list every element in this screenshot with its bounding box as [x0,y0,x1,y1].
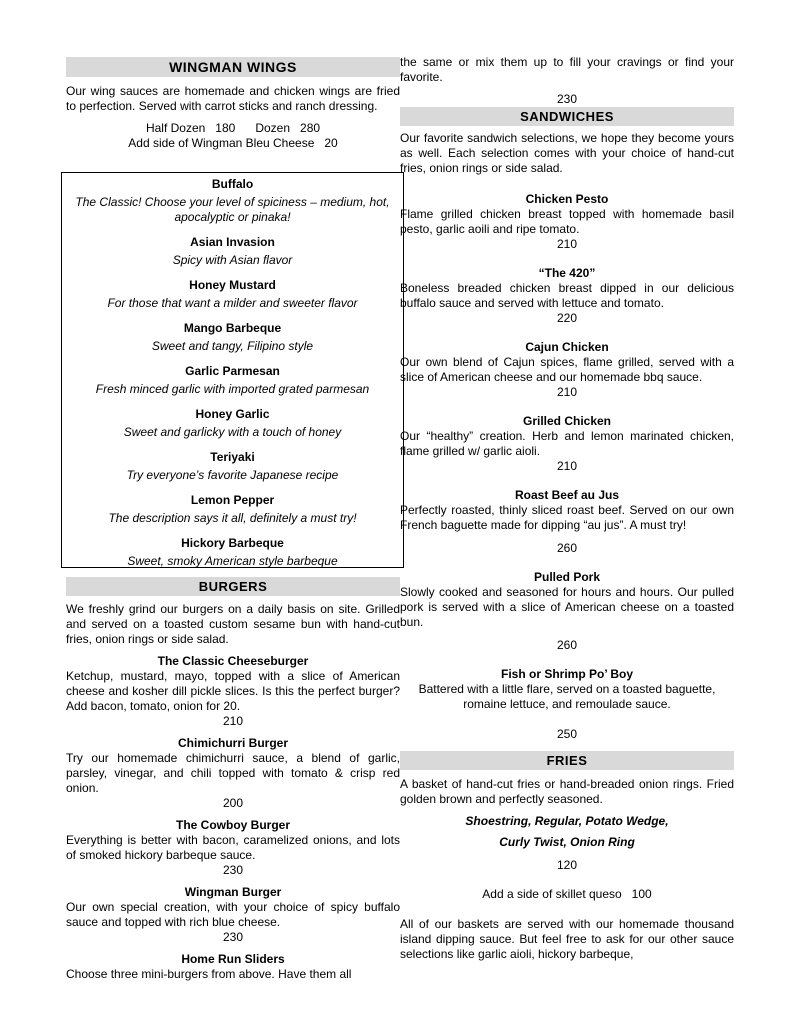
sauce-name: Lemon Pepper [190,493,275,507]
burgers-section [66,577,400,982]
menu-item-name: Wingman Burger [184,885,282,899]
sliders-name: Home Run Sliders [181,952,285,966]
wings-addon: Add side of Wingman Bleu Cheese 20 [128,136,338,150]
menu-item-desc: Boneless breaded chicken breast dipped in our delicious buffalo sauce and served with lettuce and tomato. [400,281,734,310]
sauce-desc: Sweet and tangy, Filipino style [151,339,314,353]
sauce-desc: Fresh minced garlic with imported grated parmesan [95,382,370,396]
sauce-desc: Spicy with Asian flavor [172,253,293,267]
menu-item-name: Pulled Pork [533,570,601,584]
sauce-name: Asian Invasion [190,235,275,249]
menu-item-desc: Slowly cooked and seasoned for hours and hours. Our pulled pork is served with a slice of American cheese on a toasted bun. [400,585,734,629]
menu-item-desc: Our “healthy” creation. Herb and lemon marinated chicken, flame grilled w/ garlic aioli. [400,429,734,458]
sliders-desc-cont: the same or mix them up to fill your cravings or find your favorite. [400,55,734,84]
sauce-item [62,321,403,354]
sauce-name: Buffalo [211,177,254,191]
fries-price: 120 [556,858,578,872]
sauce-name: Mango Barbeque [183,321,282,335]
fries-intro: A basket of hand-cut fries or hand-breaded onion rings. Fried golden brown and perfectly seasoned. [400,777,734,806]
fries-addon: Add a side of skillet queso 100 [482,887,652,901]
menu-item-price: 230 [222,863,244,877]
menu-item-price: 250 [556,727,578,741]
sliders-desc-start: Choose three mini-burgers from above. Have them all [66,967,352,981]
menu-item-price: 210 [556,385,578,399]
menu-item-desc: Perfectly roasted, thinly sliced roast beef. Served on our own French baguette made for dipping “au jus”. A must try! [400,503,734,532]
menu-item [400,488,734,556]
menu-item-desc: Everything is better with bacon, caramelized onions, and lots of smoked hickory barbeque sauce. [66,833,400,862]
fries-types-line1: Shoestring, Regular, Potato Wedge, [465,814,669,828]
sauce-item [62,364,403,397]
menu-item-name: Cajun Chicken [525,340,609,354]
menu-item [66,654,400,729]
menu-item-price: 220 [556,311,578,325]
sauce-name: Hickory Barbeque [181,536,284,550]
sauce-item [62,278,403,311]
burgers-intro: We freshly grind our burgers on a daily basis on site. Grilled and served on a toasted custom sesame bun with hand-cut fries, onion rings or side salad. [66,602,400,646]
menu-item [400,667,734,742]
sandwiches-header: SANDWICHES [400,107,734,126]
menu-item [66,736,400,811]
menu-item-name: Roast Beef au Jus [514,488,620,502]
menu-item-name: “The 420” [538,266,596,280]
wings-pricing: Half Dozen 180 Dozen 280 [145,121,321,135]
menu-item-desc: Ketchup, mustard, mayo, topped with a slice of American cheese and kosher dill pickle slices. Is this the perfect burger? Add bacon, tomato, onion for 20. [66,669,400,713]
menu-item-name: Chicken Pesto [525,192,609,206]
menu-item [400,340,734,400]
wingman-wings-header: WINGMAN WINGS [66,57,400,77]
sauce-item [62,493,403,526]
menu-item-name: Grilled Chicken [522,414,612,428]
menu-item-desc: Try our homemade chimichurri sauce, a blend of garlic, parsley, vinegar, and chili topped with tomato & crisp red onion. [66,751,400,795]
sauce-item [62,536,403,569]
left-column [66,52,400,151]
sauce-name: Garlic Parmesan [185,364,280,378]
sauce-item [62,407,403,440]
sauce-desc: Try everyone’s favorite Japanese recipe [126,468,339,482]
menu-item-price: 210 [556,459,578,473]
menu-item [400,266,734,326]
sauce-desc: Sweet, smoky American style barbeque [127,554,338,568]
sauce-name: Teriyaki [210,450,255,464]
sauce-name: Honey Mustard [189,278,276,292]
sauce-desc: The Classic! Choose your level of spiciness – medium, hot, apocalyptic or pinaka! [75,195,390,224]
menu-item-desc: Battered with a little flare, served on a toasted baguette, romaine lettuce, and remoulade sauce. [418,682,716,711]
sauce-desc: The description says it all, definitely a must try! [108,511,357,525]
fries-header: FRIES [400,751,734,770]
menu-item-name: The Classic Cheeseburger [157,654,309,668]
menu-item [66,885,400,945]
menu-item-price: 210 [222,714,244,728]
menu-item [400,192,734,252]
sauce-item [62,450,403,483]
sandwiches-intro: Our favorite sandwich selections, we hope they become yours as well. Each selection comes with your choice of hand-cut fries, onion rings or side salad. [400,131,734,175]
wings-intro: Our wing sauces are homemade and chicken wings are fried to perfection. Served with carrot sticks and ranch dressing. [66,84,400,113]
sauce-list-box [61,172,404,568]
menu-item-desc: Our own blend of Cajun spices, flame grilled, served with a slice of American cheese and our homemade bbq sauce. [400,355,734,384]
menu-item-price: 260 [556,638,578,652]
sauce-desc: For those that want a milder and sweeter flavor [107,296,358,310]
menu-item [400,414,734,474]
fries-types-line2: Curly Twist, Onion Ring [499,835,635,849]
menu-item-name: Fish or Shrimp Po’ Boy [500,667,634,681]
burgers-header: BURGERS [66,577,400,596]
sauce-item [62,177,403,225]
menu-item-price: 210 [556,237,578,251]
menu-item-price: 260 [556,541,578,555]
menu-item [66,818,400,878]
menu-item-price: 230 [222,930,244,944]
sauce-item [62,235,403,268]
sauce-desc: Sweet and garlicky with a touch of honey [123,425,342,439]
right-column [400,55,734,962]
menu-item-name: The Cowboy Burger [175,818,290,832]
menu-item-price: 200 [222,796,244,810]
menu-item-name: Chimichurri Burger [177,736,288,750]
menu-item [400,570,734,653]
fries-outro: All of our baskets are served with our homemade thousand island dipping sauce. But feel free to ask for our other sauce selections like garlic aioli, hickory barbeque, [400,917,734,961]
menu-item-desc: Flame grilled chicken breast topped with homemade basil pesto, garlic aoili and ripe tomato. [400,207,734,236]
menu-item-desc: Our own special creation, with your choice of spicy buffalo sauce and topped with rich blue cheese. [66,900,400,929]
sliders-price: 230 [556,92,578,106]
sauce-name: Honey Garlic [195,407,270,421]
